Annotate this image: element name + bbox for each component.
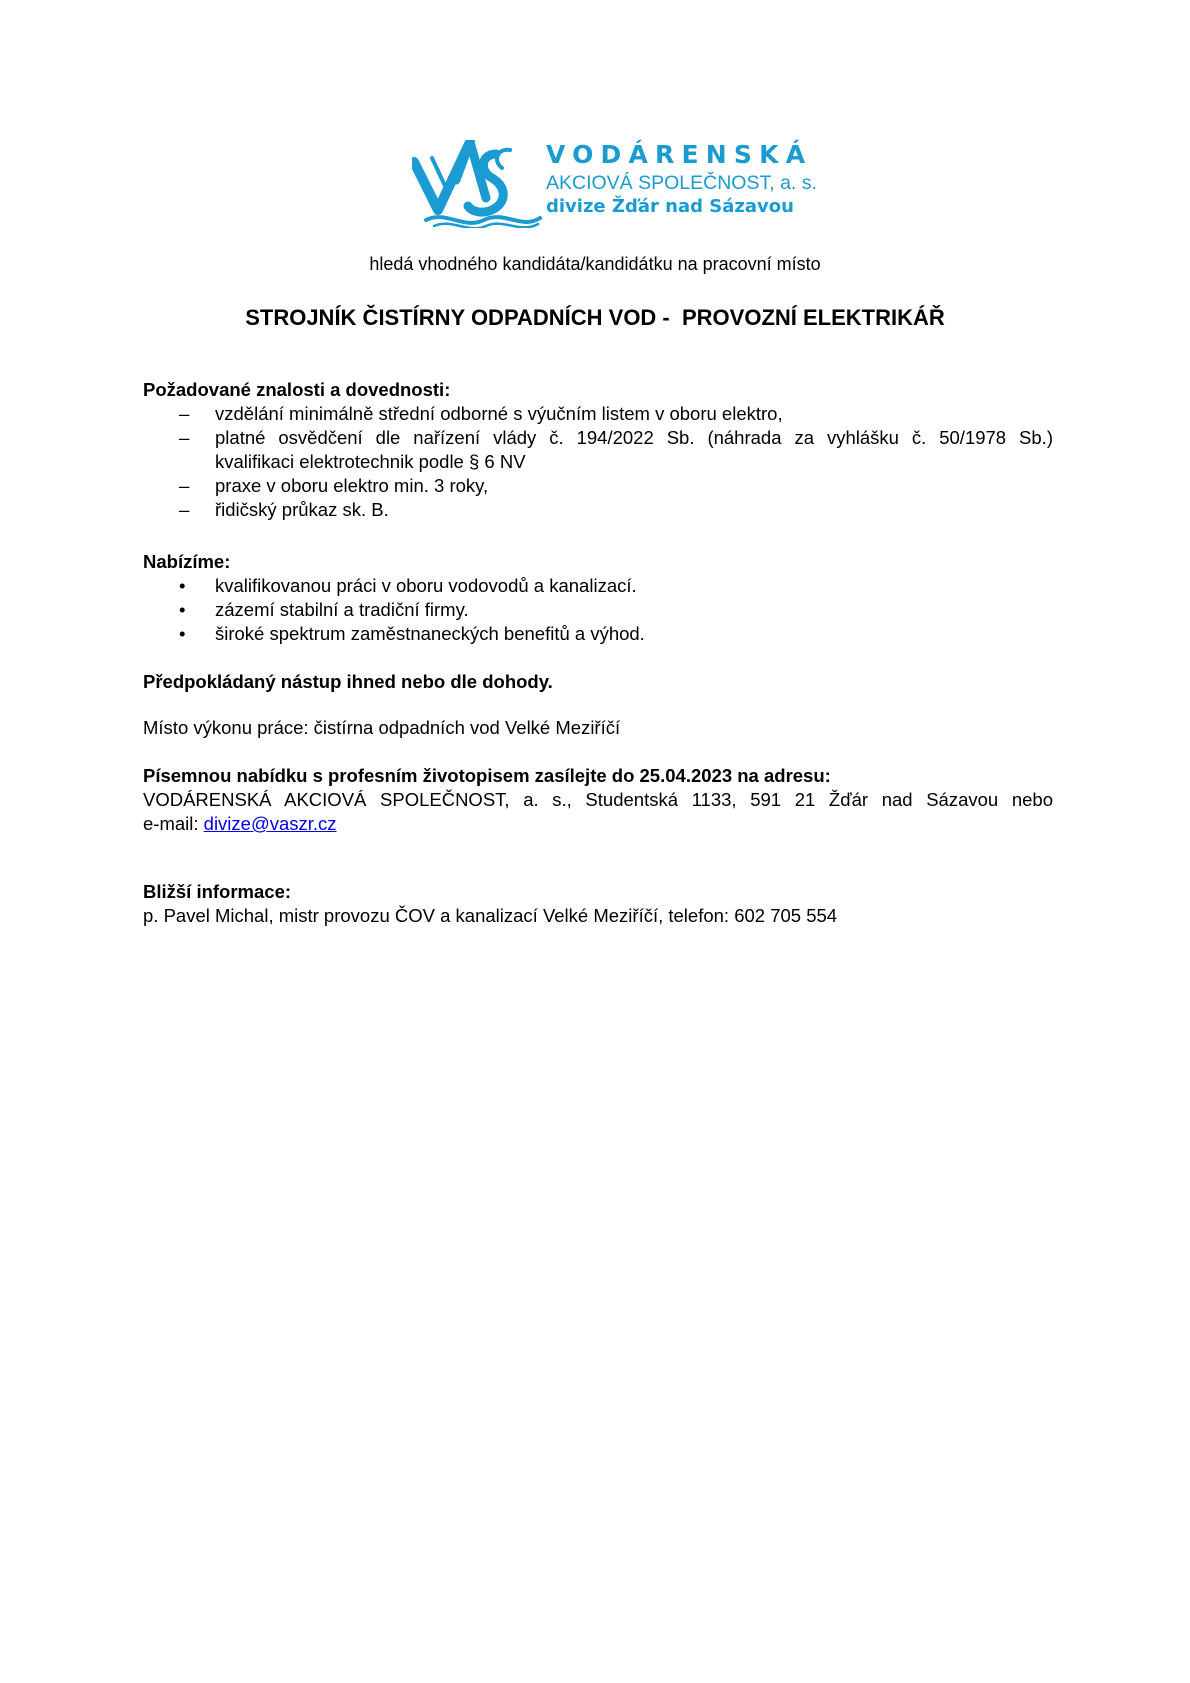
info-heading: Bližší informace: bbox=[143, 881, 292, 902]
requirements-list bbox=[143, 402, 1053, 522]
job-title: STROJNÍK ČISTÍRNY ODPADNÍCH VOD - PROVOZNÍ ELEKTRIKÁŘ bbox=[245, 305, 945, 330]
logo-division: divize Žďár nad Sázavou bbox=[546, 196, 794, 217]
dash-marker: – bbox=[179, 475, 190, 496]
application-address: VODÁRENSKÁ AKCIOVÁ SPOLEČNOST, a. s., Studentská 1133, 591 21 Žďár nad Sázavou nebo bbox=[143, 789, 1053, 810]
requirements-heading: Požadované znalosti a dovednosti: bbox=[143, 379, 451, 400]
start-date-text: Předpokládaný nástup ihned nebo dle dohody. bbox=[143, 671, 553, 692]
offer-heading: Nabízíme: bbox=[143, 551, 231, 572]
dash-marker: – bbox=[179, 403, 190, 424]
intro-text: hledá vhodného kandidáta/kandidátku na pracovní místo bbox=[369, 254, 821, 274]
contact-text: p. Pavel Michal, mistr provozu ČOV a kanalizací Velké Meziříčí, telefon: 602 705 554 bbox=[143, 905, 838, 926]
dash-marker: – bbox=[179, 427, 190, 448]
requirement-text-continuation: kvalifikaci elektrotechnik podle § 6 NV bbox=[215, 451, 526, 472]
application-section bbox=[143, 764, 1053, 836]
list-item bbox=[143, 498, 1053, 522]
list-item bbox=[143, 474, 1053, 498]
email-label: e-mail: bbox=[143, 813, 204, 834]
dash-marker: – bbox=[179, 499, 190, 520]
requirement-text: platné osvědčení dle nařízení vlády č. 194/2022 Sb. (náhrada za vyhlášku č. 50/1978 Sb.) bbox=[215, 427, 1053, 448]
workplace-text: Místo výkonu práce: čistírna odpadních vod Velké Meziříčí bbox=[143, 717, 621, 738]
bullet-marker: • bbox=[179, 575, 186, 596]
offer-text: kvalifikovanou práci v oboru vodovodů a kanalizací. bbox=[215, 575, 637, 596]
logo-wordmark bbox=[546, 140, 817, 219]
requirement-text: praxe v oboru elektro min. 3 roky, bbox=[215, 475, 489, 496]
offer-text: zázemí stabilní a tradiční firmy. bbox=[215, 599, 469, 620]
vas-wave-logo-icon bbox=[412, 140, 542, 228]
requirement-text: řidičský průkaz sk. B. bbox=[215, 499, 389, 520]
list-item bbox=[143, 402, 1053, 426]
bullet-marker: • bbox=[179, 599, 186, 620]
list-item bbox=[143, 574, 1053, 598]
list-item bbox=[143, 426, 1053, 474]
list-item bbox=[143, 598, 1053, 622]
offer-list bbox=[143, 574, 1053, 646]
logo-company-type: AKCIOVÁ SPOLEČNOST, a. s. bbox=[546, 172, 817, 194]
offer-section bbox=[143, 550, 1053, 646]
bullet-marker: • bbox=[179, 623, 186, 644]
email-link[interactable]: divize@vaszr.cz bbox=[203, 813, 337, 834]
info-section bbox=[143, 880, 1053, 928]
requirements-section bbox=[143, 378, 1053, 522]
requirement-text: vzdělání minimálně střední odborné s výučním listem v oboru elektro, bbox=[215, 403, 783, 424]
application-heading: Písemnou nabídku s profesním životopisem zasílejte do 25.04.2023 na adresu: bbox=[143, 765, 831, 786]
offer-text: široké spektrum zaměstnaneckých benefitů a výhod. bbox=[215, 623, 645, 644]
email-line bbox=[143, 812, 1053, 836]
logo-company-name: VODÁRENSKÁ bbox=[546, 140, 813, 169]
company-logo bbox=[412, 140, 817, 232]
list-item bbox=[143, 622, 1053, 646]
